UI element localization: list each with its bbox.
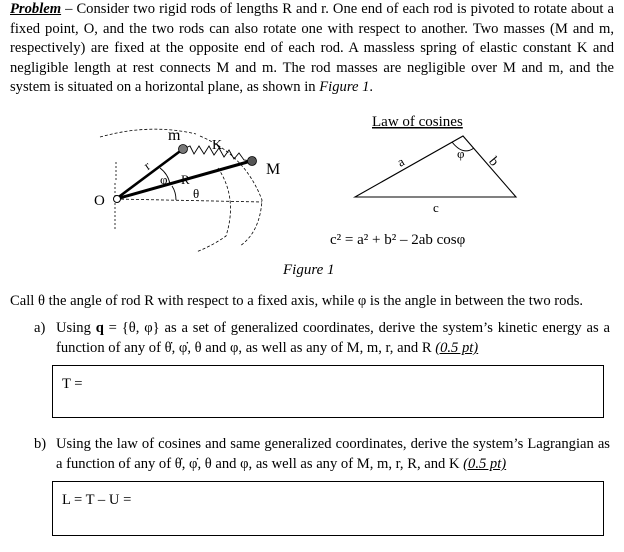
- mass-M: [248, 157, 257, 166]
- law-of-cosines-title: Law of cosines: [372, 114, 463, 130]
- dashed-arc-top: [100, 129, 196, 137]
- law-of-cosines-diagram: [330, 114, 516, 248]
- label-b: b: [485, 154, 502, 170]
- horizontal-reference-line: [116, 199, 262, 202]
- rod-diagram: [94, 127, 280, 252]
- question-b-letter: b): [34, 436, 47, 452]
- question-b-text-body: Using the law of cosines and same generalized coordinates, derive the system’s Lagrangian as a function of any of θ̇, φ̇, θ and φ, as well as any of M, m, r, R, and K: [56, 436, 610, 472]
- dashed-arc-outer: [200, 136, 262, 246]
- question-b-text: [56, 434, 610, 474]
- label-M: M: [266, 161, 281, 178]
- question-a-points: (0.5 pt): [435, 340, 479, 356]
- label-a: a: [394, 153, 407, 170]
- question-a-letter: a): [34, 320, 46, 336]
- answer-box-b[interactable]: [52, 481, 604, 536]
- question-a-text-start: Using: [56, 320, 96, 336]
- theta-arc: [172, 186, 176, 200]
- intro-line: Call θ the angle of rod R with respect to a fixed axis, while φ is the angle in between the two rods.: [10, 293, 584, 309]
- label-theta: θ: [193, 186, 200, 201]
- label-phi-left: φ: [160, 172, 168, 187]
- label-m: m: [168, 127, 181, 144]
- mass-m: [179, 145, 188, 154]
- answer-label-T: T =: [62, 376, 83, 392]
- label-r: r: [140, 158, 153, 173]
- problem-text-end: .: [369, 79, 374, 95]
- figure-reference: Figure 1: [319, 79, 370, 95]
- question-a-text-body: = {θ, φ} as a set of generalized coordinates, derive the system’s kinetic energy as a function of any of θ̇, φ̇, θ and φ, as well as any of M, m, r, and R: [56, 320, 610, 356]
- figure-caption: Figure 1: [283, 262, 335, 278]
- label-c: c: [433, 200, 439, 215]
- question-b: [34, 434, 610, 474]
- answer-box-a[interactable]: [52, 365, 604, 418]
- dashed-arc-inner: [196, 168, 231, 252]
- label-R: R: [181, 172, 190, 187]
- question-b-points: (0.5 pt): [463, 456, 507, 472]
- pivot-O: [114, 196, 121, 203]
- label-O: O: [94, 193, 105, 209]
- question-a: [34, 318, 610, 358]
- question-a-text: [56, 318, 610, 358]
- cosine-equation: c² = a² + b² – 2ab cosφ: [330, 232, 466, 248]
- label-K: K: [212, 138, 223, 153]
- rod-r: [116, 149, 183, 199]
- problem-text: – Consider two rigid rods of lengths R and r. One end of each rod is pivoted to rotate about a fixed point, O, and the two rods can also rotate one with respect to another. Two masses (M and m, respectively) are fixed at the opposite end of each rod. A massless spring of elastic constant K and negligible length at rest connects M and m. The rod masses are negligible over M and m, and the system is situated on a horizontal plane, as shown in: [10, 1, 614, 95]
- answer-label-L: L = T – U =: [62, 492, 132, 508]
- label-phi-right: φ: [457, 146, 465, 161]
- problem-label: Problem: [10, 1, 62, 17]
- q-symbol: q: [95, 320, 104, 336]
